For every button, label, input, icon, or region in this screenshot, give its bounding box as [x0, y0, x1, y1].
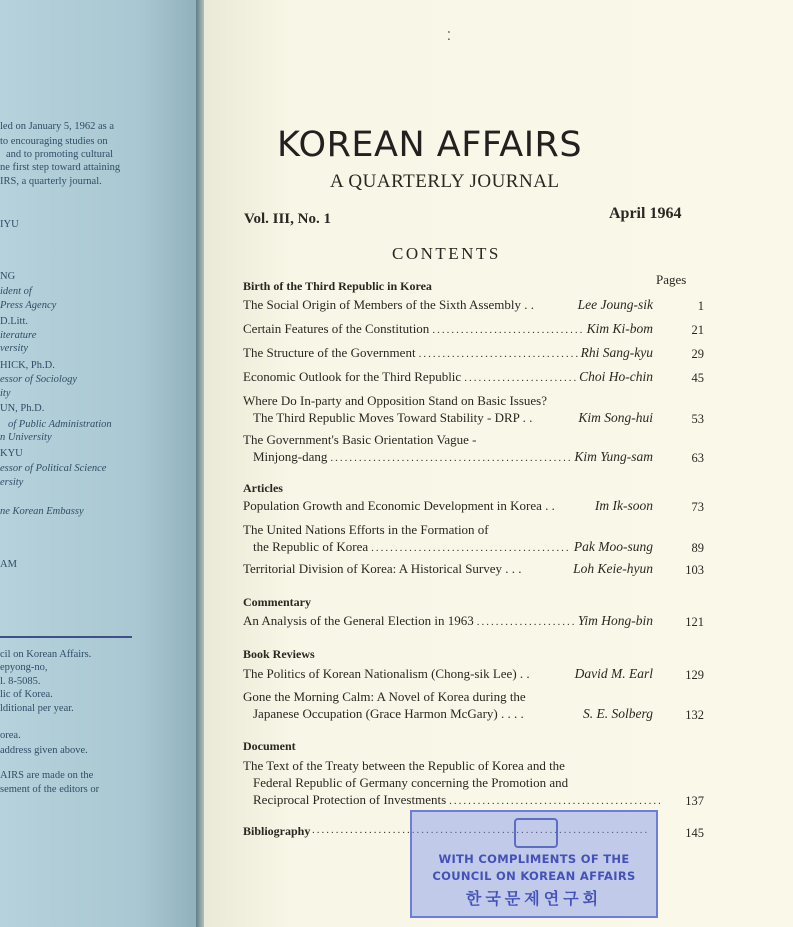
issue-date: April 1964	[609, 205, 682, 222]
article-title: Reciprocal Protection of Investments	[253, 792, 447, 807]
left-page-line: l. 8-5085.	[0, 676, 41, 687]
page-number: 29	[691, 347, 704, 361]
leader-dots	[449, 796, 660, 807]
left-page-line: ersity	[0, 477, 24, 488]
section-heading: Bibliography	[243, 824, 311, 838]
toc-entry	[243, 499, 653, 516]
left-page-line: n University	[0, 432, 52, 443]
left-page-line: UN, Ph.D.	[0, 403, 45, 414]
article-title: The Politics of Korean Nationalism (Chong-sik Lee) . .	[243, 666, 530, 681]
stamp-seal	[514, 818, 558, 848]
article-title: Territorial Division of Korea: A Historical Survey . . .	[243, 561, 522, 576]
toc-entry-line	[243, 499, 653, 516]
facing-page-left	[0, 0, 200, 927]
stamp-line-2: COUNCIL ON KOREAN AFFAIRS	[432, 869, 636, 883]
contents-page	[204, 0, 793, 927]
toc-entry	[243, 562, 653, 579]
left-page-line: epyong-no,	[0, 662, 48, 673]
left-page-line: D.Litt.	[0, 316, 28, 327]
toc-entry	[243, 370, 653, 387]
article-title: The Structure of the Government	[243, 345, 416, 360]
article-author: Lee Joung-sik	[577, 297, 653, 312]
toc-entry	[243, 667, 653, 684]
toc-entry	[243, 523, 653, 557]
leader-dots	[477, 617, 575, 628]
toc-entry-line	[243, 450, 653, 467]
journal-title: KOREAN AFFAIRS	[277, 125, 583, 165]
toc-entry-line	[243, 776, 663, 793]
toc-entry-line	[243, 667, 653, 684]
left-page-line: ne Korean Embassy	[0, 506, 84, 517]
page-number: 63	[691, 451, 704, 465]
left-page-line: AIRS are made on the	[0, 770, 94, 781]
article-title: Population Growth and Economic Development in Korea . .	[243, 498, 555, 513]
left-page-line: essor of Sociology	[0, 374, 77, 385]
toc-entry-line	[243, 707, 653, 724]
article-title: the Republic of Korea	[253, 539, 369, 554]
toc-entry-line	[243, 411, 653, 428]
toc-entry-line	[243, 562, 653, 579]
left-page-line: HICK, Ph.D.	[0, 360, 55, 371]
article-author: Pak Moo-sung	[573, 539, 653, 554]
compliments-stamp	[410, 810, 658, 918]
left-page-line: Press Agency	[0, 300, 57, 311]
left-page-line: to encouraging studies on	[0, 136, 108, 147]
article-author: S. E. Solberg	[583, 706, 653, 721]
left-page-line: ity	[0, 388, 11, 399]
page-number: 145	[685, 826, 704, 840]
left-page-line: led on January 5, 1962 as a	[0, 121, 115, 132]
article-author: Kim Ki-bom	[586, 321, 653, 336]
left-page-line: sement of the editors or	[0, 784, 100, 795]
left-page-line: address given above.	[0, 745, 88, 756]
toc-entry	[243, 298, 653, 315]
article-title: The Text of the Treaty between the Republic of Korea and the	[243, 758, 565, 773]
article-title: Federal Republic of Germany concerning the Promotion and	[253, 775, 569, 790]
article-author: Rhi Sang-kyu	[580, 345, 653, 360]
leader-dots	[464, 373, 576, 384]
article-author: Kim Song-hui	[578, 410, 653, 425]
page-number: 132	[685, 708, 704, 722]
left-page-line: versity	[0, 343, 28, 354]
toc-entry	[243, 394, 653, 428]
left-page-line: KYU	[0, 448, 23, 459]
toc-entry	[243, 322, 653, 339]
left-page-line: lditional per year.	[0, 703, 74, 714]
page-number: 1	[697, 299, 704, 313]
section-heading: Commentary	[243, 595, 311, 609]
contents-heading: CONTENTS	[392, 244, 501, 263]
stamp-line-1: WITH COMPLIMENTS OF THE	[438, 852, 630, 866]
article-title: Minjong-dang	[253, 449, 328, 464]
article-title: The Government's Basic Orientation Vague -	[243, 432, 477, 447]
article-title: Where Do In-party and Opposition Stand on Basic Issues?	[243, 393, 547, 408]
page-number: 21	[691, 323, 704, 337]
article-author: Choi Ho-chin	[579, 369, 653, 384]
toc-entry-line	[243, 793, 663, 810]
toc-entry	[243, 433, 653, 467]
page-number: 73	[691, 500, 704, 514]
leader-dots	[330, 453, 571, 464]
page-number: 89	[691, 541, 704, 555]
toc-entry-line	[243, 690, 653, 707]
page-number: 53	[691, 412, 704, 426]
article-author: Yim Hong-bin	[577, 613, 653, 628]
article-author: Im Ik-soon	[594, 498, 653, 513]
toc-entry-line	[243, 523, 653, 540]
toc-entry	[243, 759, 663, 810]
left-page-line: ne first step toward attaining	[0, 162, 121, 173]
article-author: Loh Keie-hyun	[573, 561, 653, 576]
leader-dots	[371, 543, 571, 554]
toc-entry-line	[243, 346, 653, 363]
section-heading: Document	[243, 739, 296, 753]
article-title: The Third Republic Moves Toward Stability - DRP . .	[253, 410, 533, 425]
article-author: Kim Yung-sam	[574, 449, 653, 464]
article-title: The Social Origin of Members of the Sixth Assembly . .	[243, 297, 535, 312]
left-page-line: IRS, a quarterly journal.	[0, 176, 102, 187]
section-heading: Book Reviews	[243, 647, 315, 661]
left-page-line: orea.	[0, 730, 21, 741]
article-title: Gone the Morning Calm: A Novel of Korea during the	[243, 689, 526, 704]
page-number: 129	[685, 668, 704, 682]
leader-dots	[419, 349, 578, 360]
left-page-line: iterature	[0, 330, 37, 341]
left-page-line: of Public Administration	[8, 419, 112, 430]
toc-entry	[243, 690, 653, 724]
section-heading: Articles	[243, 481, 283, 495]
toc-entry-line	[243, 370, 653, 387]
page-number: 121	[685, 615, 704, 629]
left-page-line: ident of	[0, 286, 32, 297]
page-number: 137	[685, 794, 704, 808]
article-title: Japanese Occupation (Grace Harmon McGary) . . . .	[253, 706, 524, 721]
left-page-line: and to promoting cultural	[6, 149, 114, 160]
toc-entry-line	[243, 614, 653, 631]
toc-entry-line	[243, 759, 663, 776]
section-heading: Birth of the Third Republic in Korea	[243, 279, 432, 293]
left-page-line: lic of Korea.	[0, 689, 53, 700]
toc-entry-line	[243, 322, 653, 339]
toc-entry	[243, 346, 653, 363]
leader-dots	[432, 325, 583, 336]
left-page-line: essor of Political Science	[0, 463, 107, 474]
ornament-mark: ⁚	[447, 29, 451, 43]
page-number: 103	[685, 563, 704, 577]
toc-entry	[243, 614, 653, 631]
stamp-korean: 한국문제연구회	[465, 889, 603, 908]
toc-entry-line	[243, 433, 653, 450]
article-title: The United Nations Efforts in the Formation of	[243, 522, 489, 537]
toc-entry-line	[243, 298, 653, 315]
left-page-rule	[0, 636, 132, 638]
toc-entry-line	[243, 540, 653, 557]
volume-number: Vol. III, No. 1	[244, 211, 331, 227]
left-page-line: AM	[0, 559, 17, 570]
pages-heading: Pages	[656, 272, 687, 287]
article-title: An Analysis of the General Election in 1963	[243, 613, 474, 628]
left-page-line: cil on Korean Affairs.	[0, 649, 92, 660]
left-page-line: IYU	[0, 219, 19, 230]
page-number: 45	[691, 371, 704, 385]
journal-subtitle: A QUARTERLY JOURNAL	[330, 171, 560, 192]
toc-entry-line	[243, 394, 653, 411]
article-title: Certain Features of the Constitution	[243, 321, 430, 336]
article-author: David M. Earl	[574, 666, 653, 681]
left-page-line: NG	[0, 271, 16, 282]
article-title: Economic Outlook for the Third Republic	[243, 369, 462, 384]
